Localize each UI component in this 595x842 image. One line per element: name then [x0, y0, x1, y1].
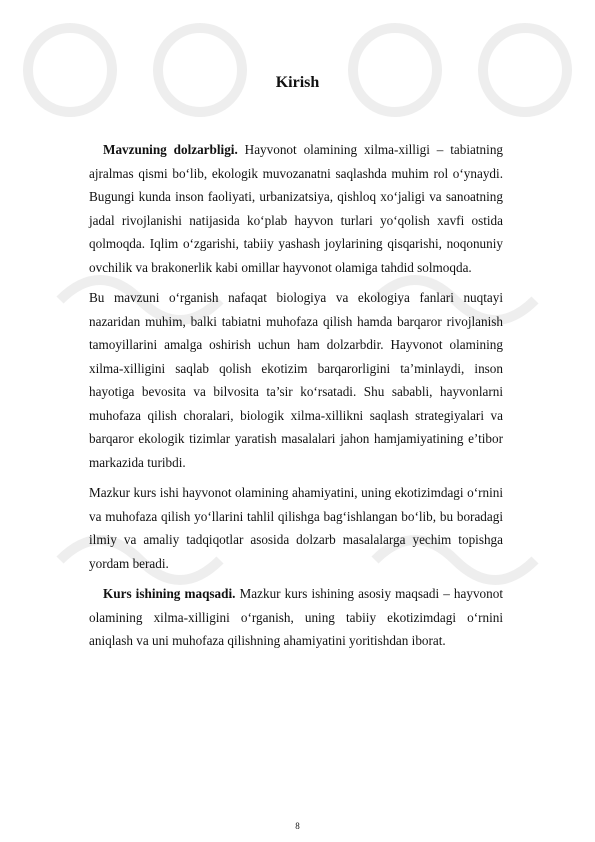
paragraph-goal: [89, 582, 503, 653]
paragraph-text: Mazkur kurs ishining asosiy maqsadi – hayvonot olamining xilma-xilligini o‘rganish, uning tabiiy ekotizimdagi o‘rnini aniqlash va uni muhofaza qilishning ahamiyatini yoritishdan iborat.: [89, 586, 504, 648]
page-title: Kirish: [275, 74, 320, 91]
paragraph-relevance: [89, 138, 503, 279]
paragraph-lead: Kurs ishining maqsadi.: [103, 586, 236, 601]
paragraph-text: Bu mavzuni o‘rganish nafaqat biologiya va ekologiya fanlari nuqtayi nazaridan muhim, balki tabiatni muhofaza qilish hamda barqaror rivojlanish tamoyillarini amalga oshirish uchun ham dolzarbdir. Hayvonot olamining xilma-xilligini saqlab qolish ekotizim barqarorligini ta’minlaydi, inson hayotiga bevosita va bilvosita ta’sir ko‘rsatadi. Shu sababli, hayvonlarni muhofaza qilish choralari, biologik xilma-xillikni saqlash strategiyalari va barqaror ekologik tizimlar yaratish masalalari jahon hamjamiyatining e’tibor markazida turibdi.: [89, 290, 503, 470]
paragraph-text: Hayvonot olamining xilma-xilligi – tabiatning ajralmas qismi bo‘lib, ekologik muvozanatni saqlashda muhim rol o‘ynaydi. Bugungi kunda inson faoliyati, urbanizatsiya, qishloq xo‘jaligi va sanoatning jadal rivojlanishi natijasida ko‘plab hayvon turlari yo‘qolish xavfi ostida qolmoqda. Iqlim o‘zgarishi, tabiiy yashash joylarining qisqarishi, noqonuniy ovchilik va brakonerlik kabi omillar hayvonot olamiga tahdid solmoqda.: [89, 142, 504, 275]
body-text: [89, 138, 503, 660]
page-number: 8: [295, 821, 300, 831]
paragraph-importance: [89, 286, 503, 474]
paragraph-lead: Mavzuning dolzarbligi.: [103, 142, 238, 157]
paragraph-scope: [89, 481, 503, 575]
paragraph-text: Mazkur kurs ishi hayvonot olamining ahamiyatini, uning ekotizimdagi o‘rnini va muhofaza qilish yo‘llarini tahlil qilishga bag‘ishlangan bo‘lib, bu boradagi ilmiy va amaliy tadqiqotlar asosida dolzarb masalalarga yechim topishga yordam beradi.: [89, 485, 503, 571]
